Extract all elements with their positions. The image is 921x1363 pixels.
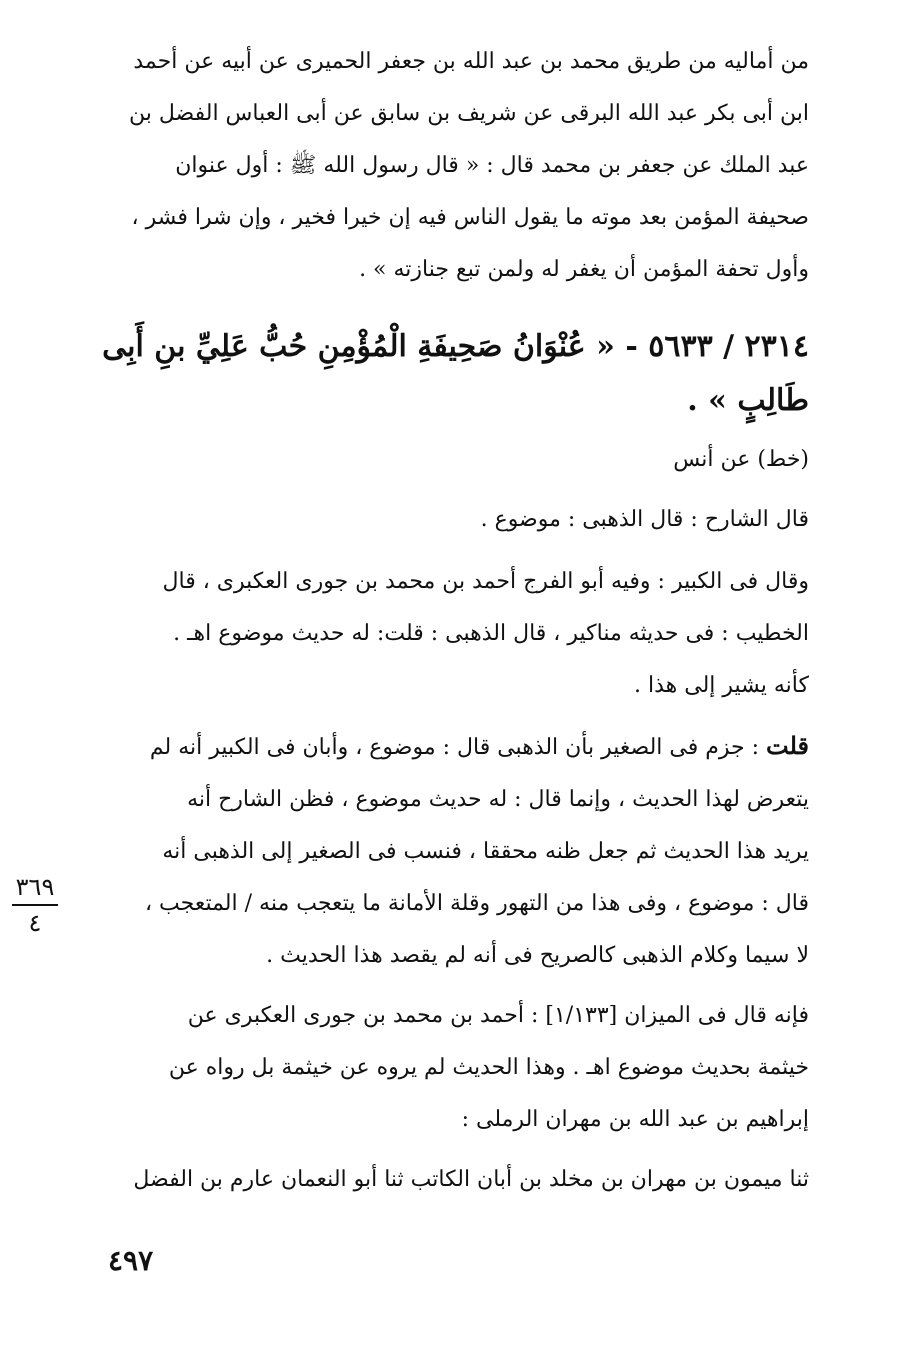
margin-volume-number: ٤ [28, 909, 42, 937]
text-line: يتعرض لهذا الحديث ، وإنما قال : له حديث موضوع ، فظن الشارح أنه [187, 787, 809, 812]
text-line [97, 720, 809, 774]
margin-rule [12, 904, 58, 906]
text-line: قال الشارح : قال الذهبى : موضوع . [480, 507, 809, 532]
hadith-line: ٢٣١٤ / ٥٦٣٣ - « عُنْوَانُ صَحِيفَةِ الْمُؤْمِنِ حُبُّ عَلِيِّ بنِ أَبِى [102, 329, 809, 364]
text-line: صحيفة المؤمن بعد موته ما يقول الناس فيه إن خيرا فخير ، وإن شرا فشر ، [131, 205, 809, 230]
paragraph-sharih [97, 494, 809, 546]
text-line: من أماليه من طريق محمد بن عبد الله بن جعفر الحميرى عن أبيه عن أحمد [133, 49, 809, 74]
qultu-label: قلت [766, 731, 809, 760]
paragraph-isnad [97, 36, 809, 296]
text-line: خيثمة بحديث موضوع اهـ . وهذا الحديث لم يروه عن خيثمة بل رواه عن [168, 1055, 809, 1080]
text-line: ثنا ميمون بن مهران بن مخلد بن أبان الكاتب ثنا أبو النعمان عارم بن الفضل [133, 1167, 809, 1192]
page-number: ٤٩٧ [108, 1244, 154, 1277]
paragraph-qultu [97, 720, 809, 982]
paragraph-mizan [97, 990, 809, 1146]
margin-page-number: ٣٦٩ [15, 873, 55, 901]
paragraph-kabir [97, 556, 809, 712]
text-line: يريد هذا الحديث ثم جعل ظنه محققا ، فنسب فى الصغير إلى الذهبى أنه [162, 839, 809, 864]
source-attribution [97, 434, 809, 486]
hadith-line: طَالِبٍ » . [687, 383, 809, 418]
text-line: وأول تحفة المؤمن أن يغفر له ولمن تبع جنازته » . [359, 257, 809, 282]
text-line: ابن أبى بكر عبد الله البرقى عن شريف بن سابق عن أبى العباس الفضل بن [129, 101, 809, 126]
text-line: (خط) عن أنس [673, 447, 809, 472]
text-line: الخطيب : فى حديثه مناكير ، قال الذهبى : قلت: له حديث موضوع اهـ . [173, 621, 809, 646]
text-line: كأنه يشير إلى هذا . [633, 673, 809, 698]
paragraph-isnad-continued [97, 1154, 809, 1206]
text-line: عبد الملك عن جعفر بن محمد قال : « قال رسول الله ﷺ : أول عنوان [175, 153, 809, 178]
text-line: لا سيما وكلام الذهبى كالصريح فى أنه لم يقصد هذا الحديث . [266, 943, 809, 968]
text-segment: : جزم فى الصغير بأن الذهبى قال : موضوع ، وأبان فى الكبير أنه لم [149, 735, 767, 760]
text-line: وقال فى الكبير : وفيه أبو الفرج أحمد بن محمد بن جورى العكبرى ، قال [162, 569, 809, 594]
text-line: قال : موضوع ، وفى هذا من التهور وقلة الأمانة ما يتعجب منه / المتعجب ، [144, 891, 809, 916]
margin-volume-page-note [8, 872, 62, 938]
hadith-heading [97, 320, 809, 428]
text-line: إبراهيم بن عبد الله بن مهران الرملى : [461, 1107, 809, 1132]
text-line: فإنه قال فى الميزان [١/١٣٣] : أحمد بن محمد بن جورى العكبرى عن [187, 1003, 809, 1028]
